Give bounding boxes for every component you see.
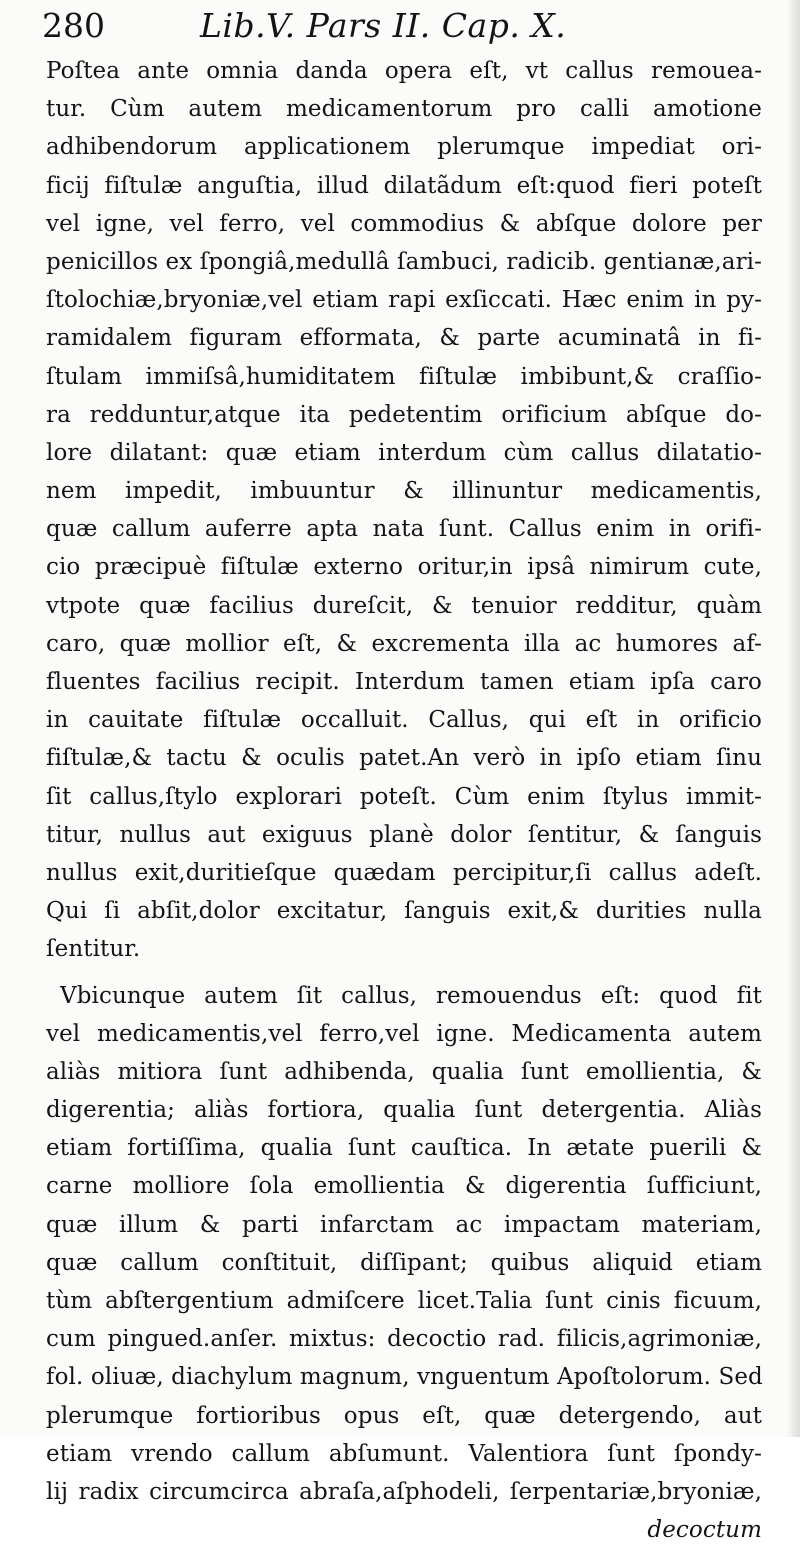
- page-gutter-shadow: [786, 0, 800, 1437]
- paragraph-1: [46, 52, 762, 969]
- text-line: carne molliore ſola emollientia & digerentia ſufficiunt,: [46, 1173, 762, 1200]
- text-line: fiſtulæ,& tactu & oculis patet.An verò in ipſo etiam ſinu: [46, 745, 762, 772]
- text-line: tur. Cùm autem medicamentorum pro calli amotione: [46, 96, 762, 123]
- text-line: fluentes facilius recipit. Interdum tamen etiam ipſa caro: [46, 669, 762, 695]
- text-line: ſit callus,ſtylo explorari poteſt. Cùm enim ſtylus immit-: [46, 783, 762, 810]
- text-line: titur, nullus aut exiguus planè dolor ſentitur, & ſanguis: [46, 821, 762, 848]
- text-line: vel igne, vel ferro, vel commodius & abſque dolore per: [46, 210, 762, 237]
- paragraph-spacer: [46, 969, 762, 977]
- text-line: ramidalem figuram efformata, & parte acuminatâ in fi-: [46, 325, 762, 352]
- text-line: quæ callum auferre apta nata ſunt. Callus enim in orifi-: [46, 516, 762, 543]
- text-line: Vbicunque autem ſit callus, remouendus eſt: quod fit: [60, 982, 762, 1009]
- text-line: plerumque fortioribus opus eſt, quæ detergendo, aut: [46, 1402, 762, 1429]
- text-line: nullus exit,duritieſque quædam percipitur,ſi callus adeſt.: [46, 859, 762, 886]
- text-line: fol. oliuæ, diachylum magnum, vnguentum Apoſtolorum. Sed: [46, 1364, 763, 1391]
- text-line: adhibendorum applicationem plerumque impediat ori-: [46, 134, 762, 161]
- text-line: in cauitate fiſtulæ occalluit. Callus, qui eſt in orificio: [46, 707, 762, 734]
- paragraph-2: [46, 977, 762, 1512]
- text-line: vtpote quæ facilius dureſcit, & tenuior redditur, quàm: [46, 592, 762, 619]
- text-line: etiam vrendo callum abſumunt. Valentiora ſunt ſpondy-: [46, 1440, 762, 1467]
- text-line: Qui ſi abſit,dolor excitatur, ſanguis exit,& durities nulla: [46, 898, 762, 925]
- text-line: vel medicamentis,vel ferro,vel igne. Medicamenta autem: [46, 1020, 762, 1047]
- text-line: etiam fortiſſima, qualia ſunt cauſtica. In ætate puerili &: [46, 1135, 762, 1162]
- text-line: quæ illum & parti infarctam ac impactam materiam,: [46, 1211, 762, 1238]
- page-number: 280: [42, 6, 105, 45]
- text-line: ſtulam immiſsâ,humiditatem fiſtulæ imbibunt,& craſſio-: [46, 363, 762, 390]
- text-line: cum pingued.anſer. mixtus: decoctio rad. filicis,agrimoniæ,: [46, 1326, 762, 1353]
- catchword: decoctum: [647, 1517, 762, 1544]
- text-line: quæ callum conſtituit, diſſipant; quibus aliquid etiam: [46, 1249, 762, 1276]
- text-line: tùm abſtergentium admiſcere licet.Talia ſunt cinis ficuum,: [46, 1288, 762, 1314]
- text-line: cio præcipuè fiſtulæ externo oritur,in ipsâ nimirum cute,: [46, 554, 762, 581]
- text-line: Poſtea ante omnia danda opera eſt, vt callus remouea-: [46, 58, 762, 84]
- text-line: caro, quæ mollior eſt, & excrementa illa ac humores af-: [46, 630, 762, 657]
- running-head-title: Lib.V. Pars II. Cap. X.: [200, 6, 567, 45]
- text-line: ſentitur.: [46, 936, 141, 963]
- text-line: ficij fiſtulæ anguſtia, illud dilatãdum eſt:quod fieri poteſt: [46, 172, 762, 199]
- running-header: [30, 4, 770, 48]
- text-line: digerentia; aliàs fortiora, qualia ſunt detergentia. Aliàs: [46, 1097, 762, 1124]
- text-line: nem impedit, imbuuntur & illinuntur medicamentis,: [46, 478, 762, 505]
- body-text: [46, 52, 762, 1549]
- text-line: ſtolochiæ,bryoniæ,vel etiam rapi exſiccati. Hæc enim in py-: [46, 287, 762, 314]
- text-line: aliàs mitiora ſunt adhibenda, qualia ſunt emollientia, &: [46, 1058, 762, 1085]
- text-line: ra redduntur,atque ita pedetentim orificium abſque do-: [46, 401, 762, 428]
- text-line: penicillos ex ſpongiâ,medullâ ſambuci, radicib. gentianæ,ari-: [46, 248, 762, 275]
- text-line: lij radix circumcirca abraſa,aſphodeli, ſerpentariæ,bryoniæ,: [46, 1478, 762, 1505]
- text-line: lore dilatant: quæ etiam interdum cùm callus dilatatio-: [46, 439, 762, 466]
